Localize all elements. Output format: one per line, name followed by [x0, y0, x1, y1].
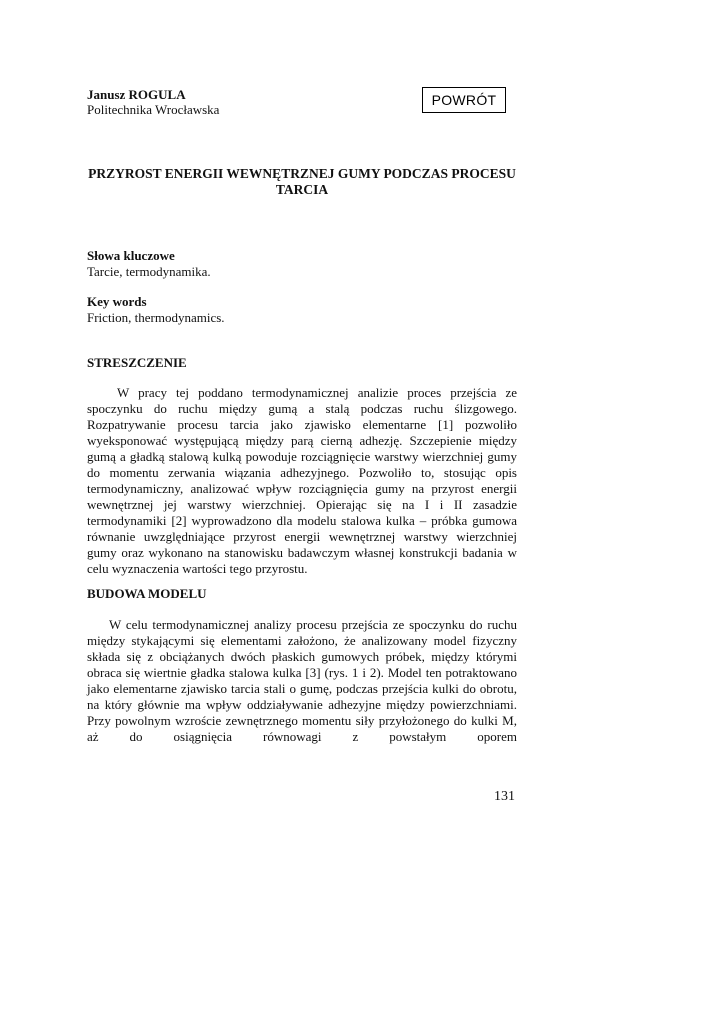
paper-title: PRZYROST ENERGII WEWNĘTRZNEJ GUMY PODCZAS PROCESU TARCIA	[88, 166, 516, 197]
model-section-heading: BUDOWA MODELU	[87, 586, 207, 601]
back-button[interactable]: POWRÓT	[422, 87, 506, 113]
author-name: Janusz ROGULA	[87, 87, 186, 102]
page-number: 131	[494, 789, 515, 804]
keywords-en-heading: Key words	[87, 294, 147, 309]
keywords-en-text: Friction, thermodynamics.	[87, 310, 225, 325]
abstract-paragraph: W pracy tej poddano termodynamicznej analizie proces przejścia ze spoczynku do ruchu między gumą a stalą podczas ruchu ślizgowego. Rozpatrywanie procesu tarcia jako zjawisko elementarne [1] pozwoliło wyeksponować występującą między parą cierną adhezję. Szczepienie między gumą a gładką stalową kulką powoduje rozciągnięcie warstwy wierzchniej gumy do momentu zerwania wiązania adhezyjnego. Pozwoliło to, stosując opis termodynamiczny, analizować wpływ rozciągnięcia gumy na przyrost energii wewnętrznej jej warstwy wierzchniej. Opierając się na I i II zasadzie termodynamiki [2] wyprowadzono dla modelu stalowa kulka – próbka gumowa równanie uwzględniające przyrost energii wewnętrznej warstwy wierzchniej gumy oraz wykonano na stanowisku badawczym własnej konstrukcji badania w celu wyznaczenia wartości tego przyrostu.	[87, 385, 517, 576]
keywords-pl-text: Tarcie, termodynamika.	[87, 264, 211, 279]
keywords-pl-heading: Słowa kluczowe	[87, 248, 175, 263]
abstract-heading: STRESZCZENIE	[87, 355, 187, 370]
author-affiliation: Politechnika Wrocławska	[87, 102, 220, 117]
model-section-paragraph: W celu termodynamicznej analizy procesu przejścia ze spoczynku do ruchu między stykającymi się elementami założono, że analizowany model fizyczny składa się z obciążanych dwóch płaskich gumowych próbek, między którymi obraca się wiertnie gładka stalowa kulka [3] (rys. 1 i 2). Model ten potraktowano jako elementarne zjawisko tarcia stali o gumę, podczas przejścia kulki do obrotu, na który głównie ma wpływ oddziaływanie adhezyjne między powierzchniami. Przy powolnym wzroście zewnętrznego momentu siły przyłożonego do kulki M, aż do osiągnięcia równowagi z powstałym oporem	[87, 617, 517, 744]
